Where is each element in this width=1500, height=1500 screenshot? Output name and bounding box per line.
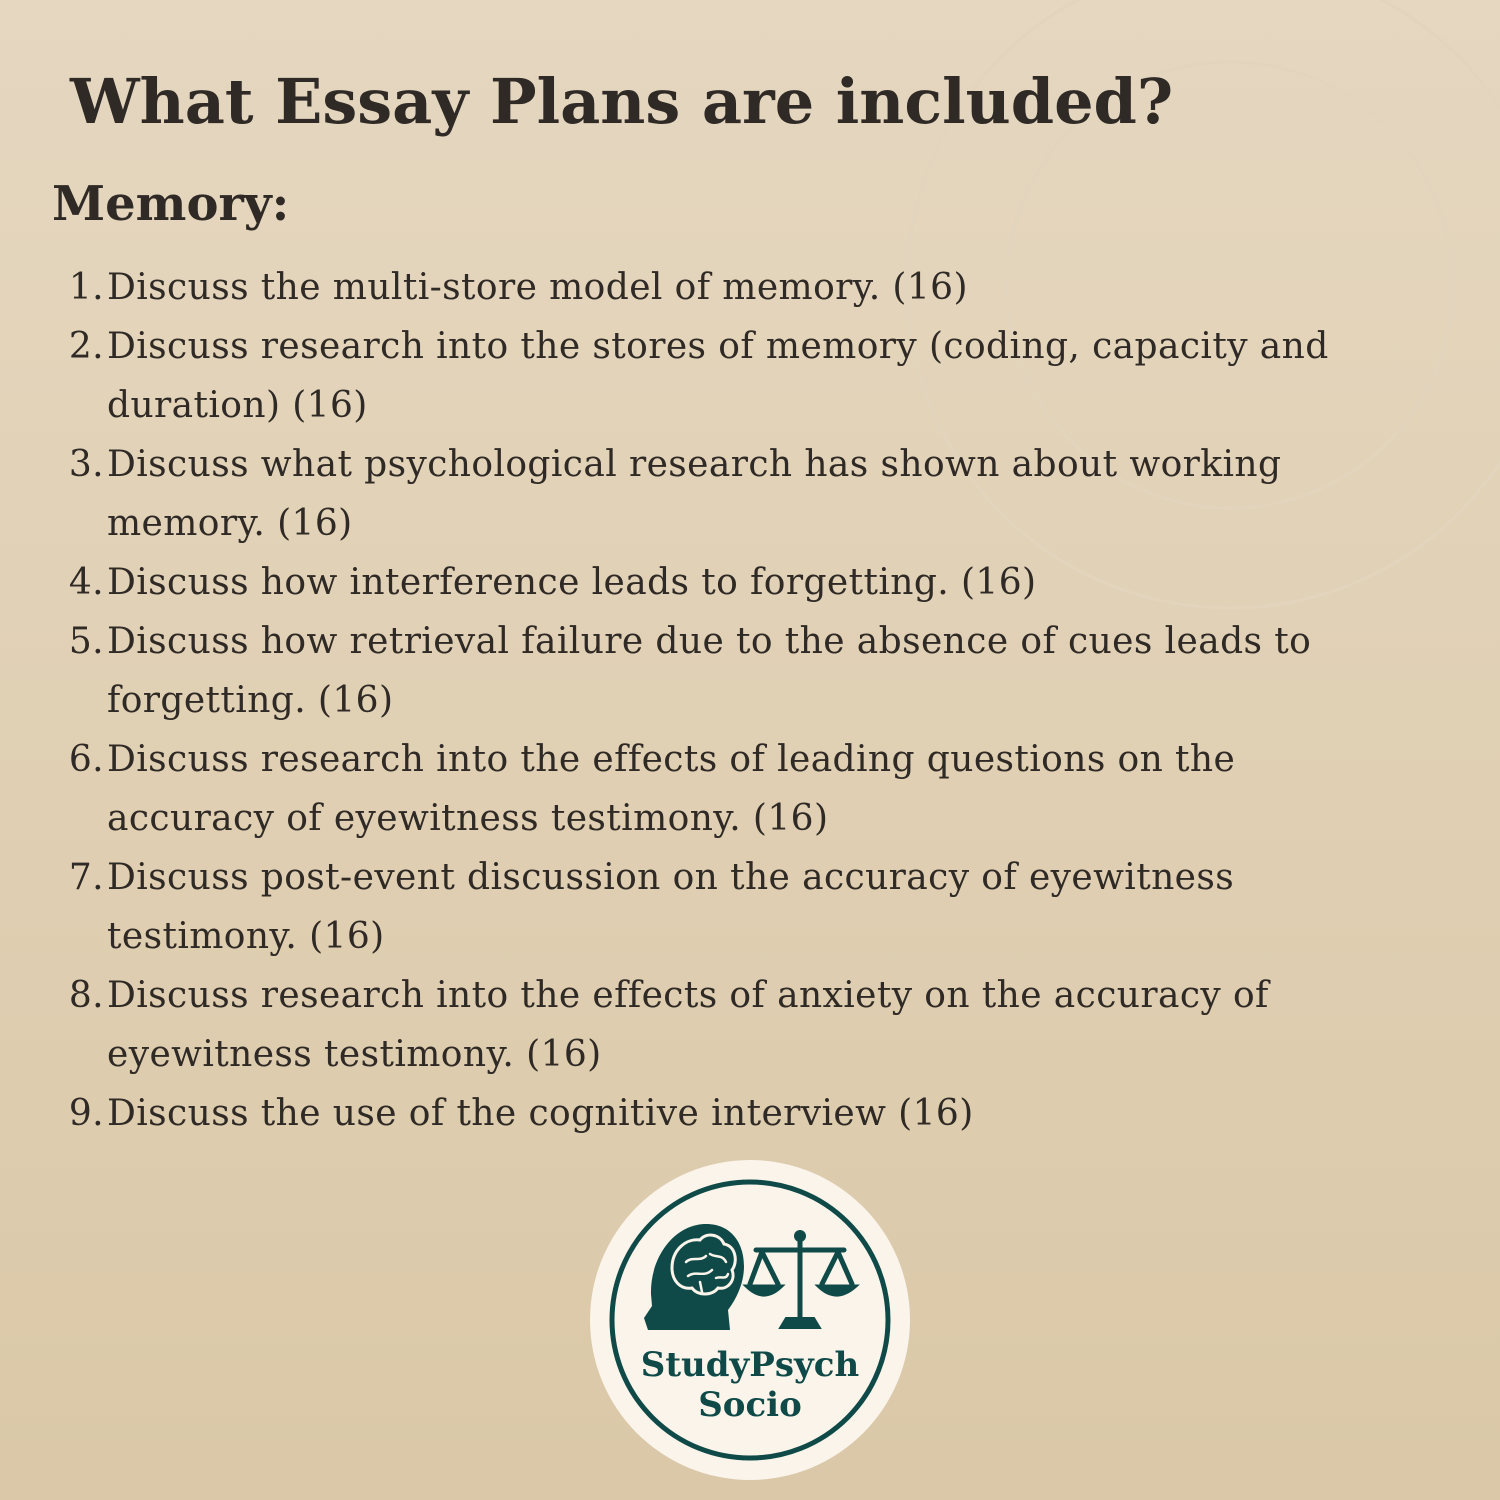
- essay-plan-list: [0, 258, 1500, 1143]
- list-item: [0, 553, 1407, 612]
- item-number: 3.: [68, 444, 104, 485]
- item-number: 4.: [68, 562, 104, 603]
- item-number: 5.: [68, 621, 104, 662]
- list-item: [0, 612, 1407, 730]
- item-number: 6.: [68, 739, 104, 780]
- item-text: Discuss research into the effects of leading questions on the accuracy of eyewitness testimony. (16): [107, 739, 1236, 839]
- item-text: Discuss how retrieval failure due to the absence of cues leads to forgetting. (16): [107, 621, 1312, 721]
- item-text: Discuss research into the effects of anxiety on the accuracy of eyewitness testimony. (16): [107, 975, 1269, 1075]
- item-text: Discuss what psychological research has shown about working memory. (16): [107, 444, 1282, 544]
- item-text: Discuss the multi-store model of memory. (16): [107, 267, 968, 308]
- list-item: [0, 966, 1407, 1084]
- item-text: Discuss how interference leads to forgetting. (16): [107, 562, 1037, 603]
- list-item: [0, 730, 1407, 848]
- list-item: [0, 317, 1407, 435]
- item-text: Discuss post-event discussion on the accuracy of eyewitness testimony. (16): [107, 857, 1235, 957]
- logo-badge-background: [590, 1160, 910, 1480]
- item-number: 2.: [68, 326, 104, 367]
- list-item: [0, 258, 1407, 317]
- item-number: 8.: [68, 975, 104, 1016]
- item-text: Discuss the use of the cognitive interview (16): [107, 1093, 974, 1134]
- logo-line-2: Socio: [698, 1385, 802, 1425]
- list-item: [0, 848, 1407, 966]
- list-item: [0, 435, 1407, 553]
- item-number: 1.: [68, 267, 104, 308]
- item-text: Discuss research into the stores of memory (coding, capacity and duration) (16): [107, 326, 1329, 426]
- list-item: [0, 1084, 1407, 1143]
- item-number: 9.: [68, 1093, 104, 1134]
- page-title: What Essay Plans are included?: [70, 65, 1174, 138]
- section-heading: Memory:: [52, 176, 290, 232]
- logo-line-1: StudyPsych: [640, 1345, 860, 1385]
- item-number: 7.: [68, 857, 104, 898]
- studypsych-logo: [588, 1158, 912, 1482]
